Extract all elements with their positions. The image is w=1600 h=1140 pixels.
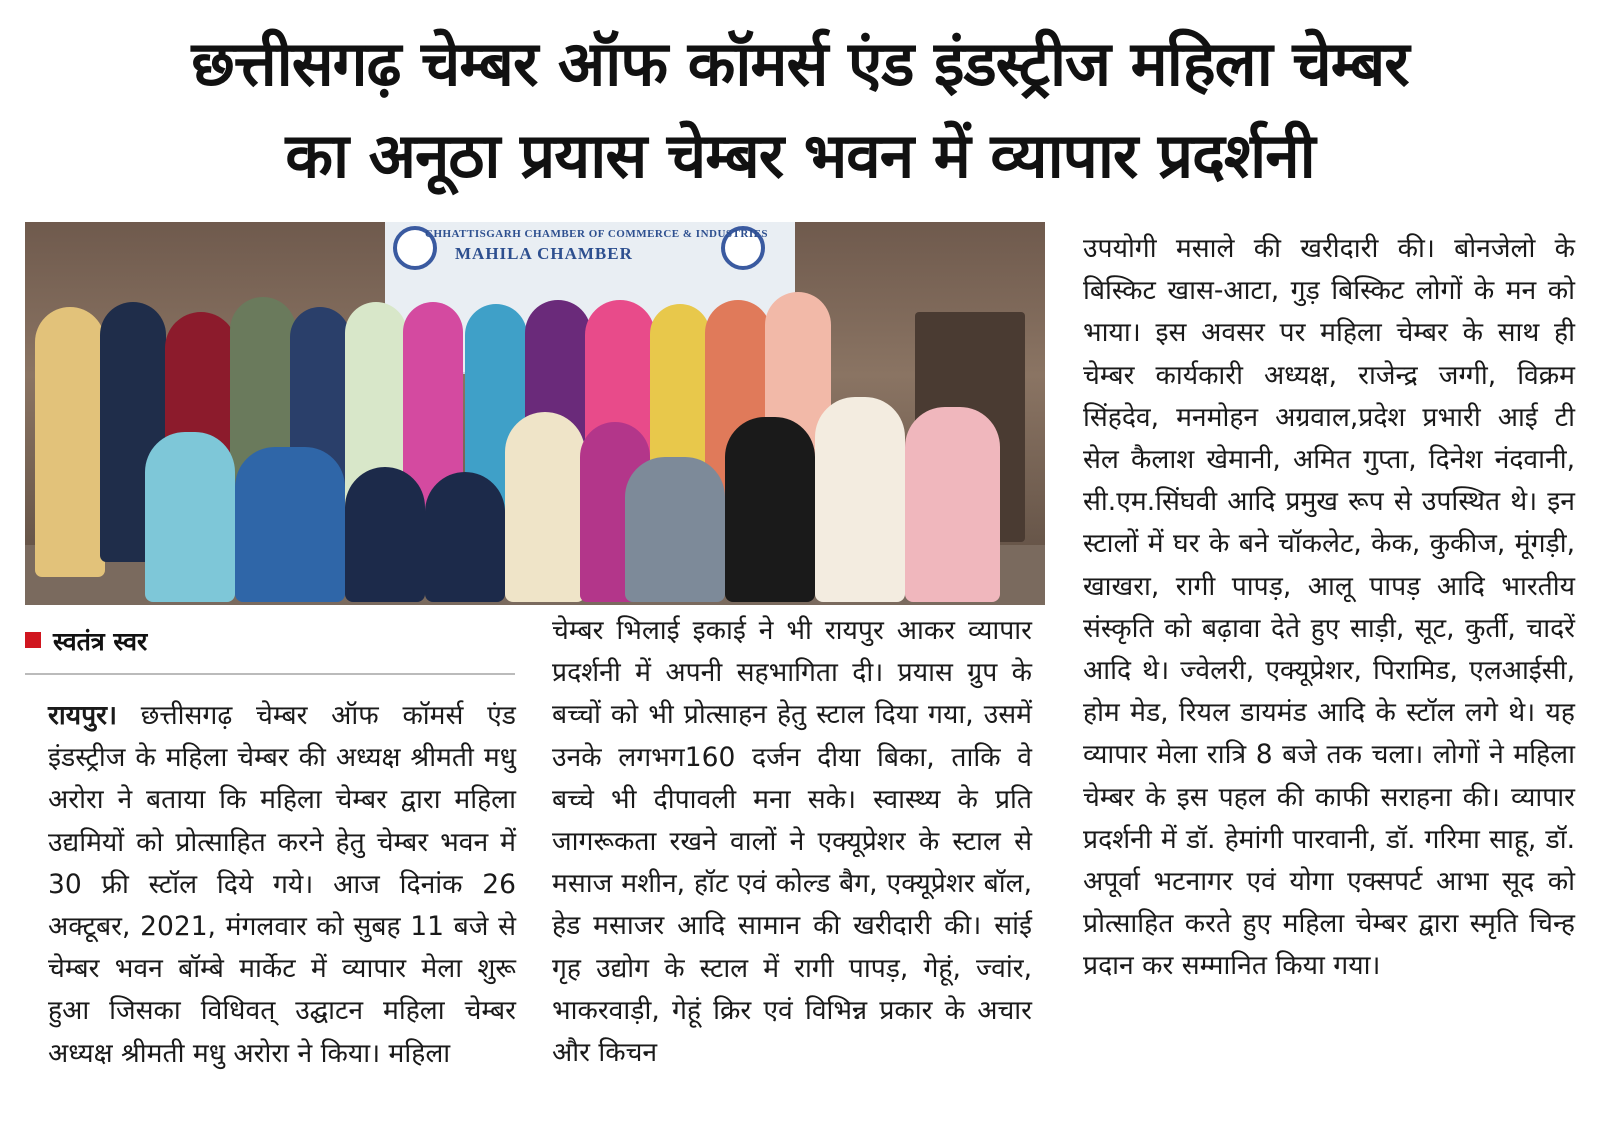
article-column-3: [1083, 228, 1575, 988]
byline-marker-icon: [25, 632, 41, 648]
group-photo: [25, 222, 1045, 605]
person-figure: [905, 407, 1000, 602]
article-column-2: [552, 610, 1032, 1074]
headline-line-1: छत्तीसगढ़ चेम्बर ऑफ कॉमर्स एंड इंडस्ट्रीज महिला चेम्बर: [191, 27, 1409, 100]
dateline: रायपुर।: [48, 700, 118, 731]
headline-line-2: का अनूठा प्रयास चेम्बर भवन में व्यापार प्रदर्शनी: [285, 119, 1315, 192]
person-figure: [35, 307, 105, 577]
article-column-1: [48, 695, 516, 1075]
person-figure: [815, 397, 905, 602]
person-figure: [235, 447, 345, 602]
column-1-text: छत्तीसगढ़ चेम्बर ऑफ कॉमर्स एंड इंडस्ट्रीज के महिला चेम्बर की अध्यक्ष श्रीमती मधु अरोरा ने बताया कि महिला चेम्बर द्वारा महिला उद्यमियों को प्रोत्साहित करने हेतु चेम्बर भवन में 30 फ्री स्टॉल दिये गये। आज दिनांक 26 अक्टूबर, 2021, मंगलवार को सुबह 11 बजे से चेम्बर भवन बॉम्बे मार्केट में व्यापार मेला शुरू हुआ जिसका विधिवत् उद्घाटन महिला चेम्बर अध्यक्ष श्रीमती मधु अरोरा ने किया। महिला: [48, 700, 516, 1069]
person-figure: [345, 467, 425, 602]
banner-text-line-2: MAHILA CHAMBER: [455, 244, 633, 263]
byline-text: स्वतंत्र स्वर: [53, 627, 148, 656]
person-figure: [425, 472, 505, 602]
banner-text-line-1: CHHATTISGARH CHAMBER OF COMMERCE & INDUSTRIES: [425, 228, 769, 240]
person-figure: [725, 417, 815, 602]
person-figure: [145, 432, 235, 602]
byline: [25, 624, 147, 658]
person-figure: [505, 412, 585, 602]
headline: [0, 18, 1600, 202]
person-figure: [625, 457, 725, 602]
column-2-text: चेम्बर भिलाई इकाई ने भी रायपुर आकर व्यापार प्रदर्शनी में अपनी सहभागिता दी। प्रयास ग्रुप के बच्चों को भी प्रोत्साहन हेतु स्टाल दिया गया, उसमें उनके लगभग160 दर्जन दीया बिका, ताकि वे बच्चे भी दीपावली मना सके। स्वास्थ्य के प्रति जागरूकता रखने वालों ने एक्यूप्रेशर के स्टाल से मसाज मशीन, हॉट एवं कोल्ड बैग, एक्यूप्रेशर बॉल, हेड मसाजर आदि सामान की खरीदारी की। सांई गृह उद्योग के स्टाल में रागी पापड़, गेहूं, ज्वांर, भाकरवाड़ी, गेहूं क्रिर एवं विभिन्न प्रकार के अचार और किचन: [552, 615, 1032, 1069]
column-3-text: उपयोगी मसाले की खरीदारी की। बोनजेलो के बिस्किट खास-आटा, गुड़ बिस्किट लोगों के मन को भाया। इस अवसर पर महिला चेम्बर के साथ ही चेम्बर कार्यकारी अध्यक्ष, राजेन्द्र जग्गी, विक्रम सिंहदेव, मनमोहन अग्रवाल,प्रदेश प्रभारी आई टी सेल कैलाश खेमानी, अमित गुप्ता, दिनेश नंदवानी, सी.एम.सिंघवी आदि प्रमुख रूप से उपस्थित थे। इन स्टालों में घर के बने चॉकलेट, केक, कुकीज, मूंगड़ी, खाखरा, रागी पापड़, आलू पापड़ आदि भारतीय संस्कृति को बढ़ावा देते हुए साड़ी, सूट, कुर्ती, चादरें आदि थे। ज्वेलरी, एक्यूप्रेशर, पिरामिड, एलआईसी, होम मेड, रियल डायमंड आदि के स्टॉल लगे थे। यह व्यापार मेला रात्रि 8 बजे तक चला। लोगों ने महिला चेम्बर के इस पहल की काफी सराहना की। व्यापार प्रदर्शनी में डॉ. हेमांगी पारवानी, डॉ. गरिमा साहू, डॉ. अपूर्वा भटनागर एवं योगा एक्सपर्ट आभा सूद को प्रोत्साहित करते हुए महिला चेम्बर द्वारा स्मृति चिन्ह प्रदान कर सम्मानित किया गया।: [1083, 233, 1575, 982]
byline-divider: [25, 673, 515, 675]
